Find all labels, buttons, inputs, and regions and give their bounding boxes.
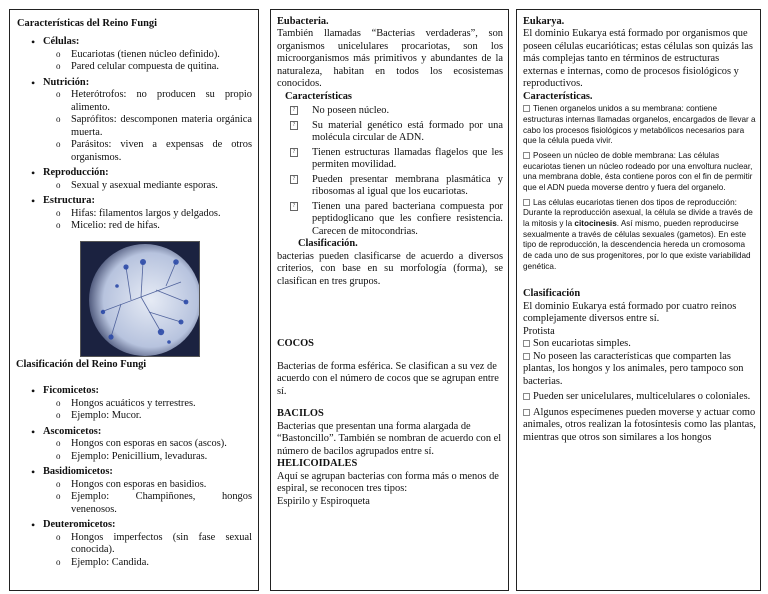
checkbox-icon bbox=[523, 199, 530, 206]
fungi-title: Características del Reino Fungi bbox=[17, 18, 157, 29]
eukarya-classification-text: El dominio Eukarya está formado por cuatro reinos complejamente diversos entre sí. bbox=[523, 300, 737, 325]
eubacteria-characteristic: ? Tienen una pared bacteriana compuesta por peptidoglicano que les confiere resistencia. Carecen de mitocondrias. bbox=[288, 201, 503, 238]
fungi-class-item bbox=[31, 385, 252, 422]
eubacteria-title: Eubacteria. bbox=[277, 16, 329, 27]
fungi-class-item bbox=[31, 519, 252, 569]
fungi-characteristic-subitem: o Micelio: red de hifas. bbox=[51, 220, 252, 232]
fungi-characteristic-subitem: o Sexual y asexual mediante esporas. bbox=[51, 180, 252, 192]
fungi-class-subitem: o Hongos imperfectos (sin fase sexual conocida). bbox=[51, 532, 252, 557]
eubacteria-characteristics-title: Características bbox=[285, 90, 352, 102]
fungi-class-sublist bbox=[51, 532, 252, 569]
helicoidales-text: Aquí se agrupan bacterias con forma más o menos de espiral, se reconocen tres tipos: bbox=[277, 470, 499, 495]
eubacteria-characteristic: ? Tienen estructuras llamadas flagelos que les permiten movilidad. bbox=[288, 147, 503, 172]
fungi-class-label: Ficomicetos: bbox=[43, 385, 99, 397]
eubacteria-classification-text: bacterias pueden clasificarse de acuerdo a diversos criterios, con base en su morfología (forma), se clasifican en tres grupos. bbox=[277, 250, 503, 287]
cocos-title: COCOS bbox=[277, 338, 314, 350]
fungi-panel bbox=[9, 9, 259, 591]
fungi-characteristic-subitem: o Hifas: filamentos largos y delgados. bbox=[51, 208, 252, 220]
fungi-characteristic-subitem: o Saprófitos: descomponen materia orgánica muerta. bbox=[51, 114, 252, 139]
fungi-characteristic-subitem: o Eucariotas (tienen núcleo definido). bbox=[51, 49, 252, 61]
bacilos-title: BACILOS bbox=[277, 408, 324, 420]
eubacteria-panel bbox=[270, 9, 509, 591]
fungi-classification-title: Clasificación del Reino Fungi bbox=[16, 358, 147, 370]
eubacteria-characteristic: ? No poseen núcleo. bbox=[288, 105, 503, 117]
fungi-characteristic-subitem: o Heterótrofos: no producen su propio alimento. bbox=[51, 89, 252, 114]
eukarya-classification-title: Clasificación bbox=[523, 288, 581, 300]
fungi-characteristic-label: Reproducción: bbox=[43, 167, 109, 179]
fungi-characteristic-item bbox=[31, 36, 252, 73]
checkbox-icon bbox=[523, 409, 530, 416]
protista-item: Algunos especímenes pueden moverse y actuar como animales, otros realizan la fotosíntesis como las plantas, mientras que otros son similares a los hongos bbox=[523, 406, 756, 443]
fungi-class-subitem: o Hongos con esporas en basidios. bbox=[51, 479, 252, 491]
fungi-characteristic-item bbox=[31, 167, 252, 192]
helicoidales-title: HELICOIDALES bbox=[277, 458, 358, 470]
fungi-class-subitem: o Hongos con esporas en sacos (ascos). bbox=[51, 438, 252, 450]
fungi-class-subitem: o Ejemplo: Champiñones, hongos venenosos. bbox=[51, 491, 252, 516]
fungi-class-subitem: o Ejemplo: Mucor. bbox=[51, 410, 252, 422]
eukarya-intro: El dominio Eukarya está formado por organismos que poseen células eucarióticas; estas células son quizás las más complejas tanto en términos de estructuras externas e internas, como de procesos fisiológicos y reproductivos. bbox=[523, 28, 753, 90]
fungi-characteristic-item bbox=[31, 195, 252, 232]
citocinesis-term: citocinesis bbox=[574, 218, 617, 228]
fungi-characteristic-label: Estructura: bbox=[43, 195, 95, 207]
eukarya-panel bbox=[516, 9, 761, 591]
fungi-characteristic-subitem: o Pared celular compuesta de quitina. bbox=[51, 61, 252, 73]
fungi-class-subitem: o Ejemplo: Penicillium, levaduras. bbox=[51, 451, 252, 463]
fungi-characteristic-sublist bbox=[51, 208, 252, 233]
eukarya-title: Eukarya. bbox=[523, 16, 565, 27]
checkbox-icon bbox=[523, 353, 530, 360]
fungi-class-item bbox=[31, 466, 252, 516]
fungi-characteristic-item bbox=[31, 77, 252, 164]
checkbox-icon bbox=[523, 152, 530, 159]
checkbox-icon bbox=[523, 393, 530, 400]
fungi-characteristic-label: Células: bbox=[43, 36, 80, 48]
fungi-class-sublist bbox=[51, 398, 252, 423]
fungi-characteristic-sublist bbox=[51, 180, 252, 192]
bullet-box-icon: ? bbox=[290, 121, 298, 130]
eukarya-paragraph: Las células eucariotas tienen dos tipos de reproducción: Durante la reproducción asexual, la célula se divide a través de la mitosis y la citocinesis. Así mismo, pueden reproducirse sexualmente a través de células sexuales (gametos). En este tipo de reproducción, la descendencia hereda un cromosoma de cada uno de sus progenitores, por lo que existe variabilidad genética. bbox=[523, 197, 753, 271]
fungi-class-label: Deuteromicetos: bbox=[43, 519, 116, 531]
fungi-classification-list bbox=[31, 385, 252, 569]
fungi-characteristic-subitem: o Parásitos: viven a expensas de otros organismos. bbox=[51, 139, 252, 164]
eubacteria-characteristic: ? Pueden presentar membrana plasmática y ribosomas al igual que los eucariotas. bbox=[288, 174, 503, 199]
checkbox-icon bbox=[523, 340, 530, 347]
eubacteria-intro: También llamadas “Bacterias verdaderas”, son organismos unicelulares procariotas, son los microorganismos más primitivos y abundantes de la naturaleza, habitan en todos los ecosistemas conocidos. bbox=[277, 28, 503, 90]
bullet-box-icon: ? bbox=[290, 106, 298, 115]
fungi-characteristic-sublist bbox=[51, 89, 252, 164]
fungi-characteristic-sublist bbox=[51, 49, 252, 74]
protista-label: Protista bbox=[523, 325, 555, 337]
bullet-box-icon: ? bbox=[290, 202, 298, 211]
fungi-class-sublist bbox=[51, 479, 252, 516]
fungi-characteristics-list bbox=[31, 36, 252, 232]
protista-item: Son eucariotas simples. bbox=[523, 338, 756, 350]
bacilos-text: Bacterias que presentan una forma alargada de “Bastoncillo”. También se nombran de acuerdo con el número de bacilos agrupados entre sí. bbox=[277, 420, 502, 457]
fungi-class-subitem: o Ejemplo: Candida. bbox=[51, 557, 252, 569]
fungi-class-item bbox=[31, 426, 252, 463]
cocos-text: Bacterias de forma esférica. Se clasifican a su vez de acuerdo con el número de cocos que se agrupan entre sí. bbox=[277, 360, 499, 397]
bullet-box-icon: ? bbox=[290, 148, 298, 157]
protista-item: No poseen las características que comparten las plantas, los hongos y los animales, pero tampoco son bacterias. bbox=[523, 350, 744, 387]
eukarya-paragraph: Tienen organelos unidos a su membrana: contiene estructuras internas llamadas organelos, encargados de llevar a cabo los procesos fisiológicos y metabólicos necesarios para que la célula pueda vivir. bbox=[523, 104, 756, 146]
eubacteria-classification-title: Clasificación. bbox=[298, 238, 358, 250]
checkbox-icon bbox=[523, 105, 530, 112]
fungi-class-subitem: o Hongos acuáticos y terrestres. bbox=[51, 398, 252, 410]
eubacteria-characteristic: ? Su material genético está formado por una molécula circular de ADN. bbox=[288, 120, 503, 145]
fungi-class-label: Ascomicetos: bbox=[43, 425, 102, 437]
eubacteria-characteristics-list bbox=[288, 105, 503, 238]
fungi-class-label: Basidiomicetos: bbox=[43, 466, 113, 478]
eukarya-paragraph: Poseen un núcleo de doble membrana: Las células eucariotas tienen un núcleo rodeado por una envoltura nuclear, una membrana doble, ésta contiene poros con el fin de permitir que el ADN pueda moverse dentro y fuera del organelo. bbox=[523, 151, 753, 192]
eukarya-characteristics-title: Características. bbox=[523, 90, 593, 102]
fungi-class-sublist bbox=[51, 438, 252, 463]
fungi-characteristic-label: Nutrición: bbox=[43, 76, 90, 88]
protista-item: Pueden ser unicelulares, multicelulares o coloniales. bbox=[523, 391, 756, 403]
bullet-box-icon: ? bbox=[290, 175, 298, 184]
fungi-microscope-image bbox=[80, 241, 200, 357]
helicoidales-types: Espirilo y Espiroqueta bbox=[277, 495, 370, 507]
